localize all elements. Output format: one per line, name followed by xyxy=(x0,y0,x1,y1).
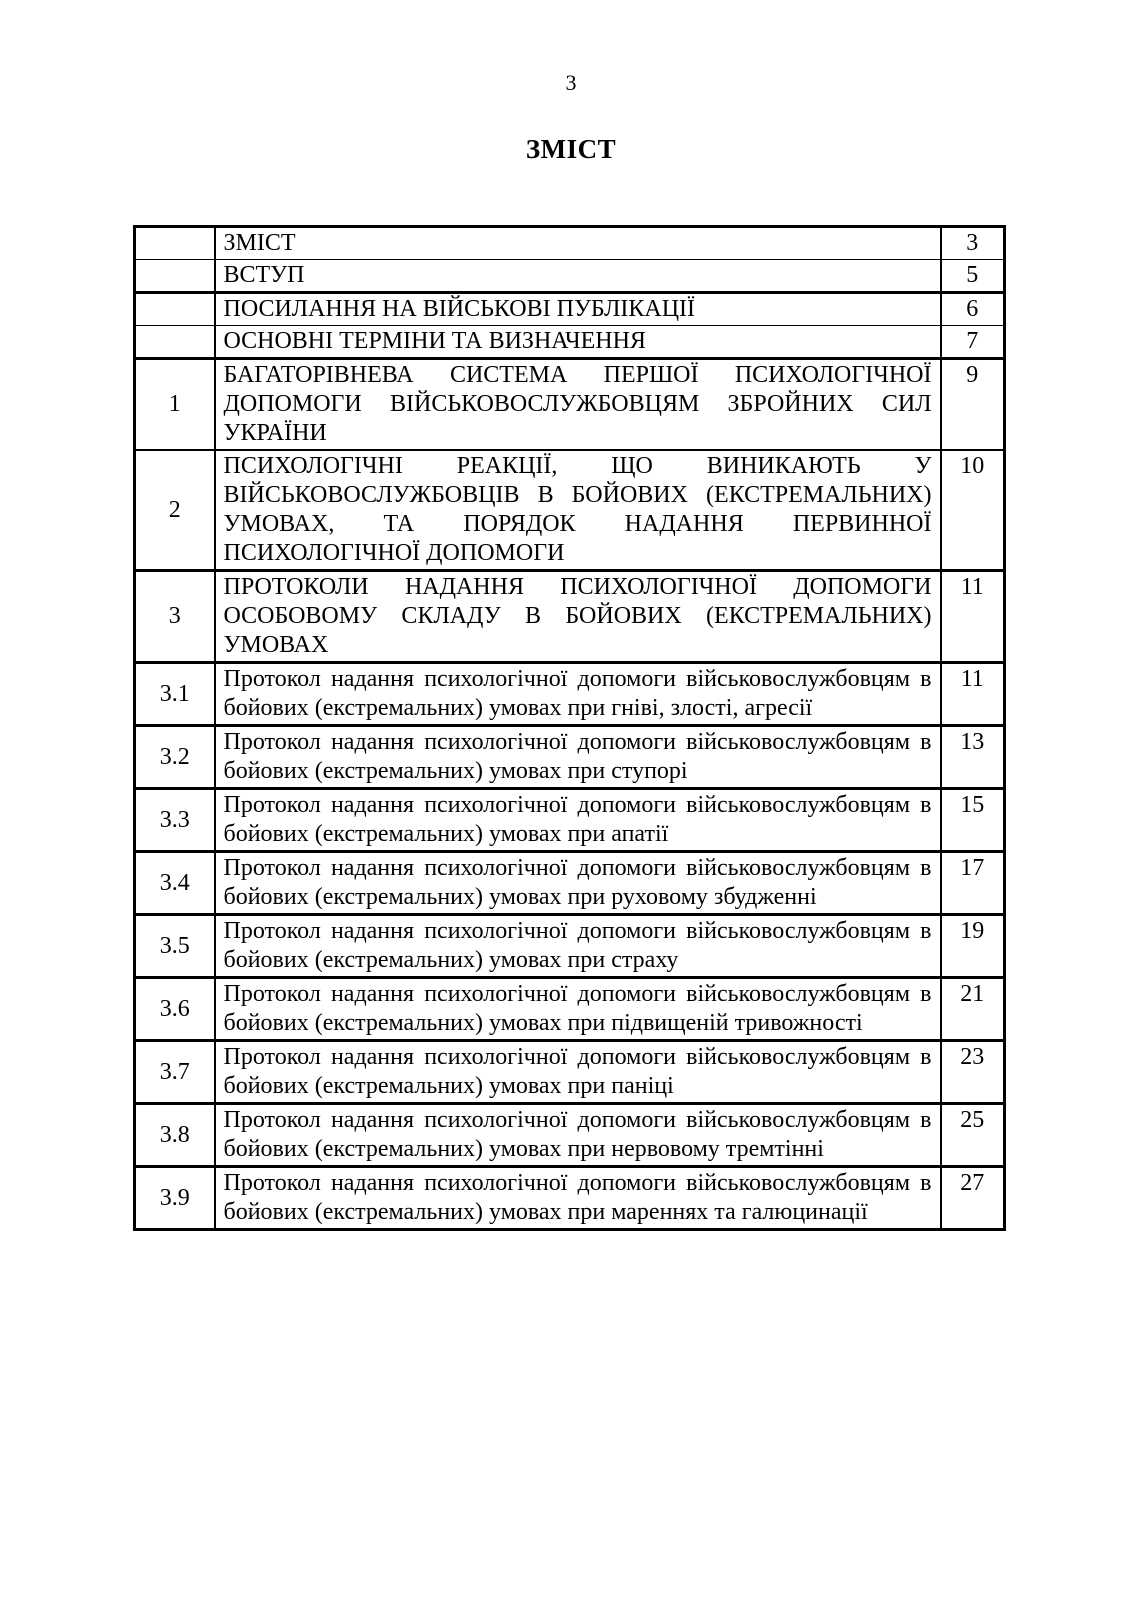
toc-row-page: 9 xyxy=(941,359,1005,451)
toc-row-title: ПРОТОКОЛИ НАДАННЯ ПСИХОЛОГІЧНОЇ ДОПОМОГИ ОСОБОВОМУ СКЛАДУ В БОЙОВИХ (ЕКСТРЕМАЛЬНИХ) УМОВАХ xyxy=(215,571,941,663)
table-row xyxy=(135,1104,1005,1167)
table-row xyxy=(135,326,1005,359)
toc-row-number xyxy=(135,326,215,359)
table-row xyxy=(135,663,1005,726)
toc-row-page: 25 xyxy=(941,1104,1005,1167)
table-row xyxy=(135,978,1005,1041)
toc-row-title: Протокол надання психологічної допомоги військовослужбовцям в бойових (екстремальних) умовах при паніці xyxy=(215,1041,941,1104)
table-row xyxy=(135,915,1005,978)
page-number: 3 xyxy=(565,70,577,95)
table-row xyxy=(135,293,1005,326)
toc-row-number: 3 xyxy=(135,571,215,663)
toc-row-title: БАГАТОРІВНЕВА СИСТЕМА ПЕРШОЇ ПСИХОЛОГІЧНОЇ ДОПОМОГИ ВІЙСЬКОВОСЛУЖБОВЦЯМ ЗБРОЙНИХ СИЛ УКРАЇНИ xyxy=(215,359,941,451)
toc-row-number: 1 xyxy=(135,359,215,451)
toc-row-page: 23 xyxy=(941,1041,1005,1104)
toc-row-title: Протокол надання психологічної допомоги військовослужбовцям в бойових (екстремальних) умовах при підвищеній тривожності xyxy=(215,978,941,1041)
toc-row-page: 11 xyxy=(941,663,1005,726)
toc-row-title: ОСНОВНІ ТЕРМІНИ ТА ВИЗНАЧЕННЯ xyxy=(215,326,941,359)
toc-row-title: Протокол надання психологічної допомоги військовослужбовцям в бойових (екстремальних) умовах при ступорі xyxy=(215,726,941,789)
toc-row-page: 19 xyxy=(941,915,1005,978)
toc-row-title: Протокол надання психологічної допомоги військовослужбовцям в бойових (екстремальних) умовах при страху xyxy=(215,915,941,978)
toc-row-number: 3.1 xyxy=(135,663,215,726)
toc-row-page: 6 xyxy=(941,293,1005,326)
table-row xyxy=(135,571,1005,663)
toc-row-number: 3.5 xyxy=(135,915,215,978)
toc-row-page: 21 xyxy=(941,978,1005,1041)
toc-row-page: 27 xyxy=(941,1167,1005,1230)
toc-row-page: 3 xyxy=(941,227,1005,260)
toc-row-page: 11 xyxy=(941,571,1005,663)
toc-row-title: ПСИХОЛОГІЧНІ РЕАКЦІЇ, ЩО ВИНИКАЮТЬ У ВІЙСЬКОВОСЛУЖБОВЦІВ В БОЙОВИХ (ЕКСТРЕМАЛЬНИХ) УМОВАХ, ТА ПОРЯДОК НАДАННЯ ПЕРВИННОЇ ПСИХОЛОГІЧНОЇ ДОПОМОГИ xyxy=(215,450,941,571)
toc-row-page: 5 xyxy=(941,260,1005,293)
toc-row-title: ПОСИЛАННЯ НА ВІЙСЬКОВІ ПУБЛІКАЦІЇ xyxy=(215,293,941,326)
toc-row-number: 2 xyxy=(135,450,215,571)
toc-row-number: 3.8 xyxy=(135,1104,215,1167)
toc-row-title: Протокол надання психологічної допомоги військовослужбовцям в бойових (екстремальних) умовах при апатії xyxy=(215,789,941,852)
table-row xyxy=(135,789,1005,852)
toc-row-title: Протокол надання психологічної допомоги військовослужбовцям в бойових (екстремальних) умовах при руховому збудженні xyxy=(215,852,941,915)
toc-row-page: 13 xyxy=(941,726,1005,789)
table-row xyxy=(135,1041,1005,1104)
toc-row-number xyxy=(135,227,215,260)
toc-row-number: 3.4 xyxy=(135,852,215,915)
toc-row-number: 3.3 xyxy=(135,789,215,852)
table-row xyxy=(135,450,1005,571)
toc-row-title: Протокол надання психологічної допомоги військовослужбовцям в бойових (екстремальних) умовах при гніві, злості, агресії xyxy=(215,663,941,726)
toc-row-number xyxy=(135,293,215,326)
toc-row-number: 3.9 xyxy=(135,1167,215,1230)
table-row xyxy=(135,852,1005,915)
table-row xyxy=(135,227,1005,260)
table-row xyxy=(135,1167,1005,1230)
toc-row-title: ВСТУП xyxy=(215,260,941,293)
table-row xyxy=(135,359,1005,451)
toc-row-number: 3.6 xyxy=(135,978,215,1041)
table-row xyxy=(135,726,1005,789)
toc-row-number xyxy=(135,260,215,293)
toc-row-page: 7 xyxy=(941,326,1005,359)
table-row xyxy=(135,260,1005,293)
toc-row-number: 3.7 xyxy=(135,1041,215,1104)
toc-row-number: 3.2 xyxy=(135,726,215,789)
toc-row-title: ЗМІСТ xyxy=(215,227,941,260)
page-title: ЗМІСТ xyxy=(525,134,617,164)
toc-row-title: Протокол надання психологічної допомоги військовослужбовцям в бойових (екстремальних) умовах при нервовому тремтінні xyxy=(215,1104,941,1167)
toc-row-page: 17 xyxy=(941,852,1005,915)
toc-row-page: 10 xyxy=(941,450,1005,571)
toc-row-page: 15 xyxy=(941,789,1005,852)
toc-table xyxy=(133,225,1006,1231)
toc-row-title: Протокол надання психологічної допомоги військовослужбовцям в бойових (екстремальних) умовах при мареннях та галюцинації xyxy=(215,1167,941,1230)
